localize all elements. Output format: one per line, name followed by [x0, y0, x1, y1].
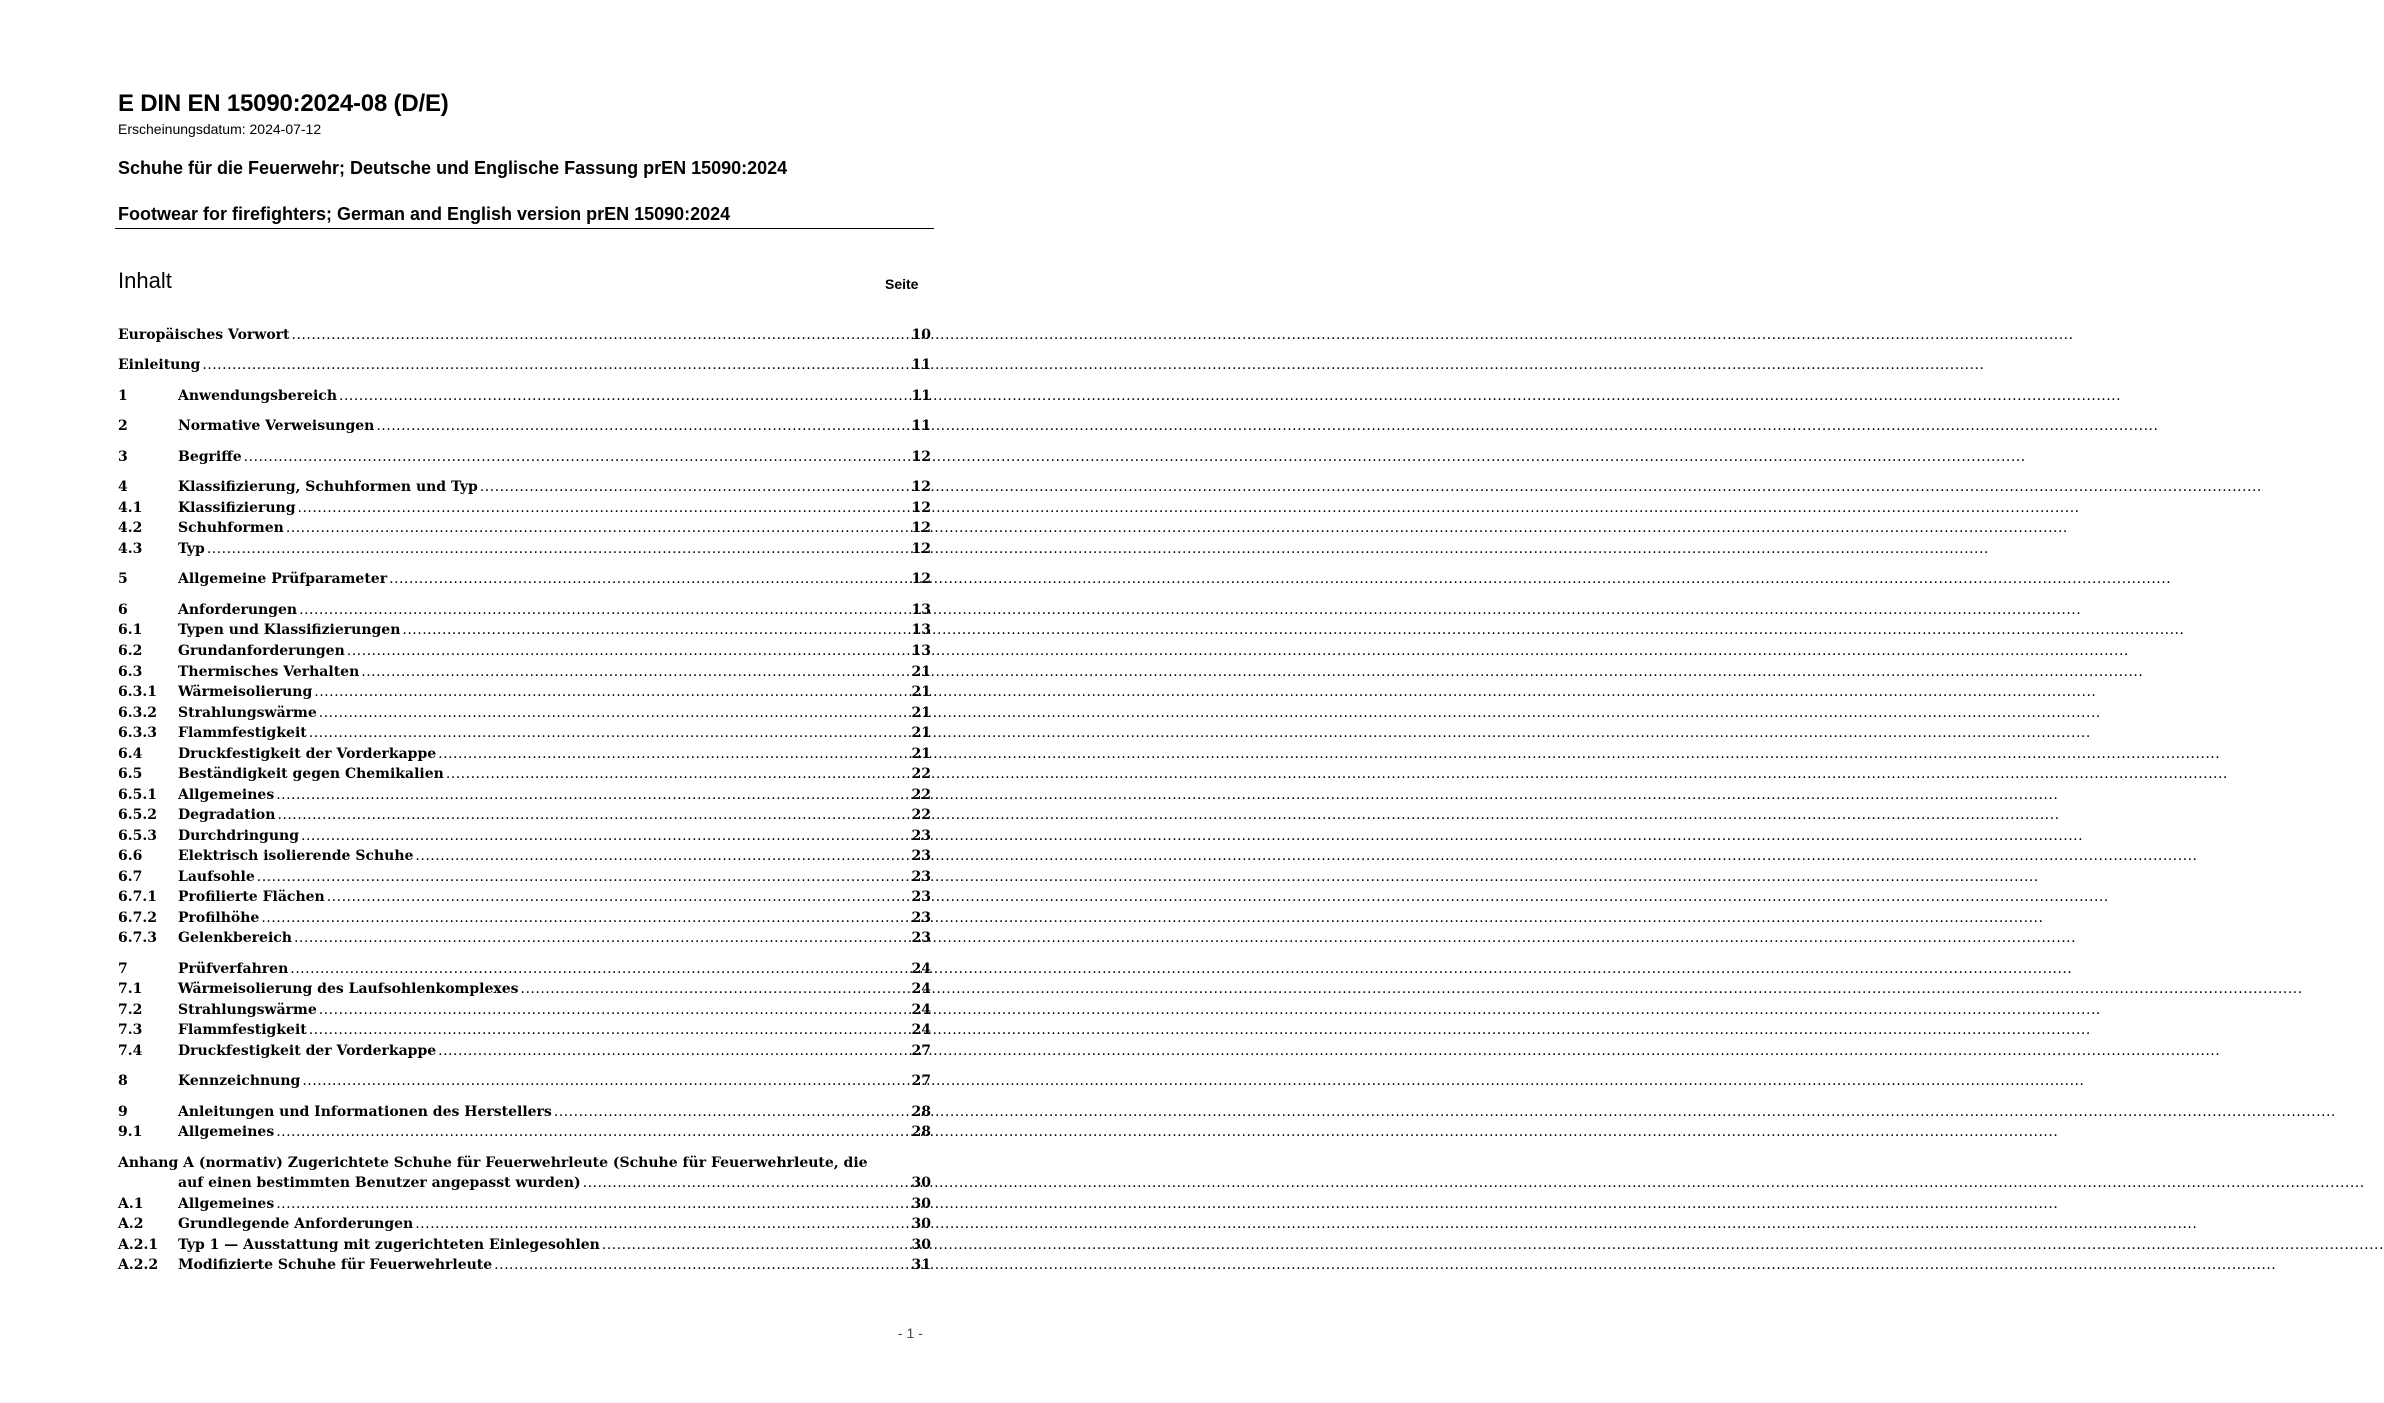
toc-leader-dots — [347, 641, 910, 661]
toc-entry[interactable] — [118, 764, 931, 784]
toc-entry-title: Allgemeines — [178, 1196, 275, 1212]
toc-leader-dots — [309, 1020, 910, 1040]
toc-entry[interactable] — [118, 867, 931, 887]
toc-entry-title: Laufsohle — [178, 869, 255, 885]
toc-leader-dots — [339, 386, 910, 406]
toc-entry-number: A.2 — [118, 1216, 144, 1232]
toc-entry-page: 11 — [911, 418, 931, 434]
toc-entry-number: 6.3.1 — [118, 684, 157, 700]
toc-entry-number: 6.7.2 — [118, 910, 157, 926]
toc-entry-page: 23 — [911, 869, 931, 885]
toc-entry-page: 13 — [911, 622, 931, 638]
toc-leader-dots — [286, 518, 910, 538]
toc-entry-page: 23 — [911, 889, 931, 905]
toc-heading: Inhalt — [118, 268, 172, 293]
toc-entry-title: Profilierte Flächen — [178, 889, 325, 905]
toc-leader-dots — [276, 1194, 909, 1214]
toc-entry-title: Begriffe — [178, 449, 242, 465]
toc-entry-number: 7.4 — [118, 1043, 143, 1059]
toc-leader-dots — [276, 1122, 909, 1142]
toc-entry[interactable] — [118, 979, 931, 999]
toc-leader-dots — [298, 498, 910, 518]
toc-entry[interactable] — [118, 1020, 931, 1040]
toc-entry-number: 4.1 — [118, 500, 143, 516]
title-german: Schuhe für die Feuerwehr; Deutsche und Englische Fassung prEN 15090:2024 — [118, 158, 788, 178]
toc-entry-number: 4.3 — [118, 541, 143, 557]
document-page — [0, 0, 992, 1403]
toc-entry-page: 21 — [911, 664, 931, 680]
toc-entry-title: Europäisches Vorwort — [118, 327, 290, 343]
toc-entry[interactable] — [118, 908, 931, 928]
toc-entry[interactable] — [118, 959, 931, 979]
toc-leader-dots — [277, 805, 909, 825]
toc-leader-dots — [376, 416, 909, 436]
toc-entry-number: 8 — [118, 1073, 128, 1089]
toc-leader-dots — [202, 355, 909, 375]
toc-entry-title: Prüfverfahren — [178, 961, 289, 977]
toc-entry-title: Typ 1 — Ausstattung mit zugerichteten Einlegesohlen — [178, 1237, 600, 1253]
toc-entry-title: Durchdringung — [178, 828, 299, 844]
toc-entry-page: 13 — [911, 602, 931, 618]
toc-entry-title: Wärmeisolierung — [178, 684, 313, 700]
toc-entry-page: 28 — [911, 1124, 931, 1140]
toc-entry-page: 12 — [911, 571, 931, 587]
toc-entry[interactable] — [118, 1214, 931, 1234]
toc-entry[interactable] — [118, 325, 931, 345]
toc-entry-title: Grundlegende Anforderungen — [178, 1216, 414, 1232]
toc-entry-title: Typ — [178, 541, 205, 557]
toc-entry-title: Grundanforderungen — [178, 643, 345, 659]
toc-entry-number: 4.2 — [118, 520, 143, 536]
toc-entry-title: Druckfestigkeit der Vorderkappe — [178, 746, 437, 762]
toc-entry[interactable] — [118, 723, 931, 743]
toc-entry[interactable] — [118, 386, 931, 406]
toc-entry-page: 11 — [911, 388, 931, 404]
toc-entry[interactable] — [118, 416, 931, 436]
toc-entry[interactable] — [118, 620, 931, 640]
toc-entry-title: Flammfestigkeit — [178, 1022, 307, 1038]
toc-entry-number: 7.1 — [118, 981, 143, 997]
toc-entry-page: 11 — [911, 357, 931, 373]
toc-entry-page: 24 — [911, 981, 931, 997]
toc-entry-title: Wärmeisolierung des Laufsohlenkomplexes — [178, 981, 519, 997]
toc-entry-number: 6 — [118, 602, 128, 618]
toc-entry[interactable] — [118, 518, 931, 538]
toc-entry[interactable] — [118, 928, 931, 948]
toc-entry-page: 24 — [911, 1022, 931, 1038]
toc-entry-title: Profilhöhe — [178, 910, 260, 926]
toc-entry[interactable] — [118, 887, 931, 907]
toc-entry-page: 24 — [911, 1002, 931, 1018]
toc-entry[interactable] — [118, 1102, 931, 1122]
toc-entry-title: Strahlungswärme — [178, 1002, 317, 1018]
toc-entry-number: 6.7.1 — [118, 889, 157, 905]
toc-leader-dots — [319, 703, 910, 723]
toc-entry-page: 10 — [911, 327, 931, 343]
toc-entry-title: Flammfestigkeit — [178, 725, 307, 741]
toc-entry[interactable] — [118, 447, 931, 467]
toc-leader-dots — [494, 1255, 909, 1275]
toc-entry-number: 6.3.2 — [118, 705, 157, 721]
toc-entry-title: Modifizierte Schuhe für Feuerwehrleute — [178, 1257, 493, 1273]
toc-entry-number: 7.2 — [118, 1002, 143, 1018]
publication-date: Erscheinungsdatum: 2024-07-12 — [118, 121, 322, 137]
toc-entry-title: Einleitung — [118, 357, 201, 373]
title-divider — [115, 228, 934, 229]
toc-entry-title: Allgemeine Prüfparameter — [178, 571, 388, 587]
toc-entry[interactable] — [118, 641, 931, 661]
toc-leader-dots — [438, 1041, 909, 1061]
toc-leader-dots — [554, 1102, 910, 1122]
toc-entry-number: A.2.2 — [118, 1257, 159, 1273]
annex-heading-continued: auf einen bestimmten Benutzer angepasst wurden) — [178, 1175, 581, 1191]
toc-entry-page: 12 — [911, 479, 931, 495]
toc-entry-page: 31 — [911, 1257, 931, 1273]
toc-leader-dots — [207, 539, 910, 559]
toc-entry-page: 23 — [911, 848, 931, 864]
toc-entry-page: 28 — [911, 1104, 931, 1120]
toc-entry-title: Klassifizierung — [178, 500, 296, 516]
toc-entry-title: Anleitungen und Informationen des Herstellers — [178, 1104, 552, 1120]
toc-leader-dots — [361, 662, 909, 682]
toc-entry[interactable] — [118, 477, 931, 497]
toc-entry-title: Allgemeines — [178, 1124, 275, 1140]
toc-leader-dots — [292, 325, 910, 345]
toc-entry[interactable] — [118, 1173, 931, 1193]
title-english: Footwear for firefighters; German and English version prEN 15090:2024 — [118, 204, 731, 224]
toc-leader-dots — [314, 682, 909, 702]
toc-entry[interactable] — [118, 785, 931, 805]
toc-entry-title: Allgemeines — [178, 787, 275, 803]
toc-entry-number: 6.5.3 — [118, 828, 157, 844]
toc-entry-page: 22 — [911, 807, 931, 823]
toc-entry[interactable] — [118, 355, 931, 375]
toc-entry[interactable] — [118, 846, 931, 866]
toc-entry-number: 7.3 — [118, 1022, 143, 1038]
toc-entry-page: 21 — [911, 705, 931, 721]
toc-leader-dots — [583, 1173, 910, 1193]
toc-leader-dots — [602, 1235, 910, 1255]
toc-leader-dots — [438, 744, 909, 764]
toc-leader-dots — [480, 477, 910, 497]
toc-entry-title: Anwendungsbereich — [178, 388, 337, 404]
toc-entry-title: Gelenkbereich — [178, 930, 292, 946]
toc-entry[interactable] — [118, 1122, 931, 1142]
toc-entry-page: 12 — [911, 500, 931, 516]
toc-entry-title: Degradation — [178, 807, 276, 823]
toc-entry-title: Elektrisch isolierende Schuhe — [178, 848, 414, 864]
toc-leader-dots — [415, 846, 909, 866]
toc-entry-number: 6.1 — [118, 622, 143, 638]
toc-entry-number: A.2.1 — [118, 1237, 159, 1253]
toc-entry-title: Kennzeichnung — [178, 1073, 301, 1089]
toc-entry[interactable] — [118, 1041, 931, 1061]
toc-entry-title: Klassifizierung, Schuhformen und Typ — [178, 479, 478, 495]
toc-entry-page: 27 — [911, 1043, 931, 1059]
toc-entry[interactable] — [118, 569, 931, 589]
toc-entry-page: 22 — [911, 787, 931, 803]
toc-entry-page: 23 — [911, 828, 931, 844]
toc-entry-title: Anforderungen — [178, 602, 298, 618]
toc-entry-number: 6.5.1 — [118, 787, 157, 803]
toc-entry-number: 6.6 — [118, 848, 143, 864]
toc-entry-number: 3 — [118, 449, 128, 465]
toc-entry[interactable] — [118, 805, 931, 825]
toc-entry[interactable] — [118, 703, 931, 723]
toc-leader-dots — [301, 826, 910, 846]
toc-entry[interactable] — [118, 1194, 931, 1214]
toc-entry-number: 6.3 — [118, 664, 143, 680]
toc-entry[interactable] — [118, 1071, 931, 1091]
toc-entry-number: 7 — [118, 961, 128, 977]
toc-entry[interactable] — [118, 1255, 931, 1275]
toc-entry-number: 1 — [118, 388, 128, 404]
toc-entry[interactable] — [118, 744, 931, 764]
toc-entry-title: Beständigkeit gegen Chemikalien — [178, 766, 444, 782]
toc-entry-number: 6.5.2 — [118, 807, 157, 823]
toc-entry-page: 12 — [911, 449, 931, 465]
toc-entry-title: Thermisches Verhalten — [178, 664, 360, 680]
toc-leader-dots — [290, 959, 909, 979]
toc-entry-title: Schuhformen — [178, 520, 284, 536]
toc-entry-number: 6.4 — [118, 746, 143, 762]
toc-entry-number: 6.7.3 — [118, 930, 157, 946]
toc-entry[interactable] — [118, 682, 931, 702]
toc-leader-dots — [327, 887, 910, 907]
toc-entry-title: Typen und Klassifizierungen — [178, 622, 401, 638]
toc-entry[interactable] — [118, 498, 931, 518]
toc-leader-dots — [302, 1071, 909, 1091]
toc-entry-page: 30 — [911, 1216, 931, 1232]
toc-entry-title: Strahlungswärme — [178, 705, 317, 721]
toc-entry-number: 6.2 — [118, 643, 143, 659]
toc-entry[interactable] — [118, 662, 931, 682]
toc-entry-number: 5 — [118, 571, 128, 587]
toc-entry-title: Druckfestigkeit der Vorderkappe — [178, 1043, 437, 1059]
toc-entry[interactable] — [118, 539, 931, 559]
toc-leader-dots — [402, 620, 909, 640]
toc-page-column-label: Seite — [885, 276, 919, 292]
toc-leader-dots — [261, 908, 909, 928]
toc-entry-page: 27 — [911, 1073, 931, 1089]
toc-entry-page: 21 — [911, 725, 931, 741]
toc-entry-page: 21 — [911, 684, 931, 700]
toc-entry-page: 21 — [911, 746, 931, 762]
toc-entry-page: 23 — [911, 910, 931, 926]
toc-entry[interactable] — [118, 1235, 931, 1255]
toc-leader-dots — [299, 600, 909, 620]
toc-leader-dots — [389, 569, 909, 589]
toc-entry-number: 2 — [118, 418, 128, 434]
annex-heading: Anhang A (normativ) Zugerichtete Schuhe für Feuerwehrleute (Schuhe für Feuerwehrleute, die — [118, 1155, 868, 1171]
toc-leader-dots — [415, 1214, 909, 1234]
toc-entry[interactable] — [118, 826, 931, 846]
toc-entry-number: 9.1 — [118, 1124, 143, 1140]
toc-entry-page: 22 — [911, 766, 931, 782]
toc-entry-page: 12 — [911, 541, 931, 557]
toc-entry-number: 9 — [118, 1104, 128, 1120]
toc-leader-dots — [521, 979, 910, 999]
toc-entry-title: Normative Verweisungen — [178, 418, 375, 434]
toc-leader-dots — [446, 764, 910, 784]
toc-leader-dots — [276, 785, 909, 805]
toc-leader-dots — [294, 928, 910, 948]
toc-entry-number: 6.3.3 — [118, 725, 157, 741]
toc-entry-number: 6.5 — [118, 766, 143, 782]
toc-leader-dots — [244, 447, 910, 467]
page-number: - 1 - — [898, 1325, 923, 1341]
toc-entry[interactable] — [118, 1000, 931, 1020]
toc-leader-dots — [319, 1000, 910, 1020]
toc-entry-number: 4 — [118, 479, 128, 495]
toc-entry-page: 12 — [911, 520, 931, 536]
toc-entry-number: 6.7 — [118, 869, 143, 885]
toc-entry[interactable] — [118, 600, 931, 620]
toc-entry-page: 13 — [911, 643, 931, 659]
document-id: E DIN EN 15090:2024-08 (D/E) — [118, 90, 449, 117]
toc-entry-page: 30 — [911, 1237, 931, 1253]
toc-leader-dots — [309, 723, 910, 743]
toc-entry-page: 30 — [911, 1175, 931, 1191]
toc-leader-dots — [257, 867, 910, 887]
toc-entry-page: 30 — [911, 1196, 931, 1212]
toc-entry-number: A.1 — [118, 1196, 144, 1212]
toc-entry-page: 23 — [911, 930, 931, 946]
toc-entry-page: 24 — [911, 961, 931, 977]
